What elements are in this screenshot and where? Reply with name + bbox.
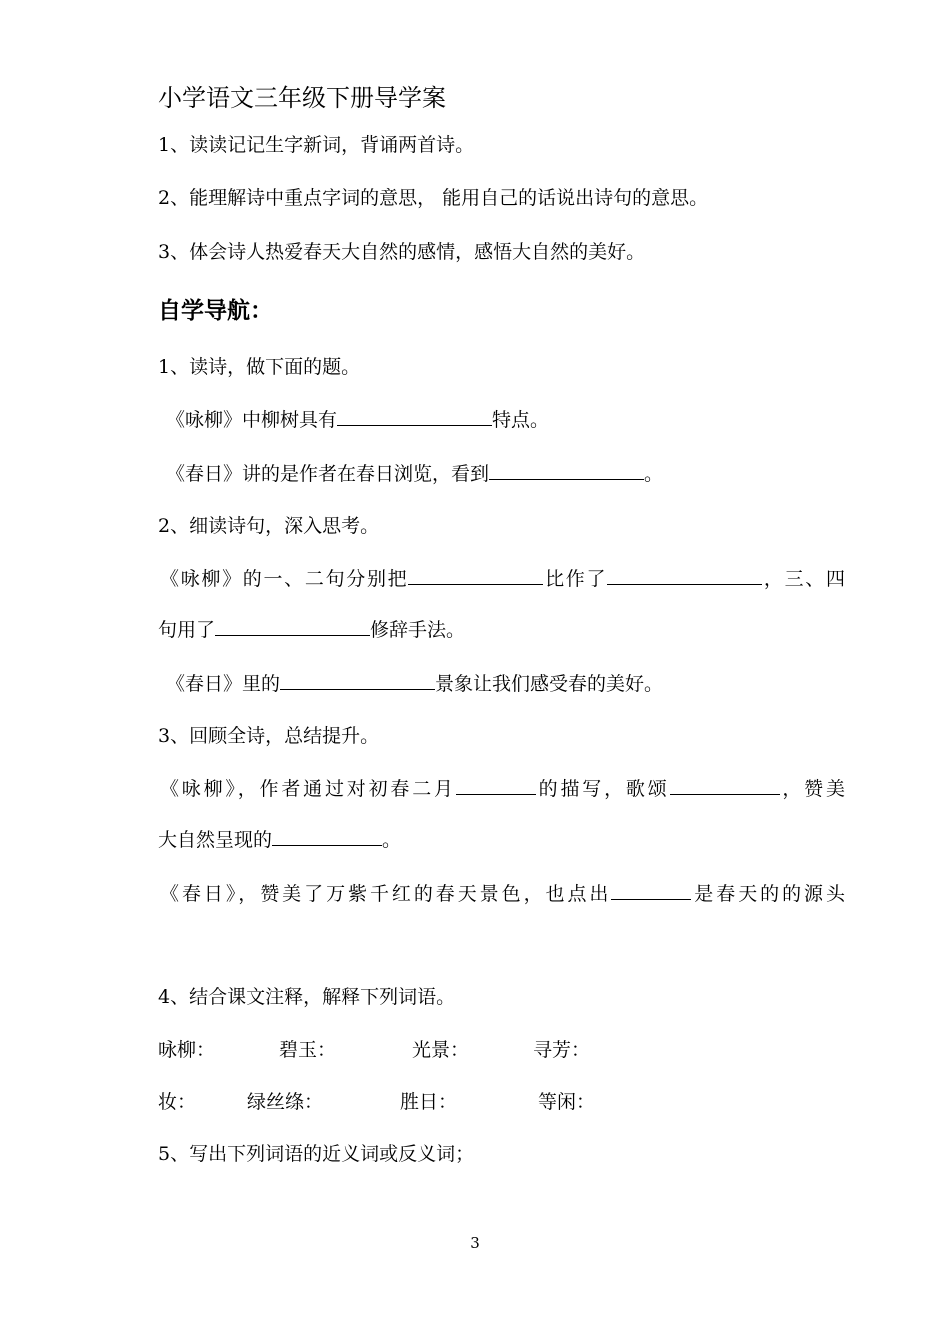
answer-blank[interactable]	[611, 880, 691, 900]
term-lvsitao: 绿丝绦：	[247, 1091, 324, 1113]
task2-q2-text-before: 《春日》里的	[166, 673, 281, 695]
task3-q1-part1: 《咏柳》，作者通过对初春二月	[160, 778, 456, 800]
term-xunfang: 寻芳：	[533, 1039, 591, 1061]
answer-blank[interactable]	[456, 775, 536, 795]
task3-q1-part2: 的描写，歌颂	[535, 778, 670, 800]
section-heading: 自学导航：	[158, 298, 273, 324]
answer-blank[interactable]	[280, 670, 435, 690]
objective-1: 1、读读记记生字新词，背诵两首诗。	[158, 134, 475, 156]
task1-q2-text-after: 。	[644, 463, 664, 485]
task3-question-1-line-1	[160, 775, 845, 803]
task2-q1-part5: 修辞手法。	[370, 619, 466, 641]
task3-heading: 3、回顾全诗，总结提升。	[158, 725, 380, 747]
answer-blank[interactable]	[272, 826, 382, 846]
answer-blank[interactable]	[337, 406, 492, 426]
term-yongliu: 咏柳：	[158, 1039, 216, 1061]
task3-q1-part5: 。	[382, 829, 402, 851]
task2-q1-part2: 比作了	[543, 568, 608, 590]
task1-q1-text-before: 《咏柳》中柳树具有	[166, 409, 338, 431]
term-guangjing: 光景：	[412, 1039, 470, 1061]
task5-heading: 5、写出下列词语的近义词或反义词；	[158, 1143, 475, 1165]
task1-q1-text-after: 特点。	[492, 409, 550, 431]
task2-question-1-line-1	[160, 565, 845, 593]
task2-q1-part1: 《咏柳》的一、二句分别把	[160, 568, 409, 590]
answer-blank[interactable]	[489, 460, 644, 480]
answer-blank[interactable]	[408, 565, 543, 585]
page-number: 3	[470, 1234, 480, 1252]
task1-question-1	[166, 406, 845, 434]
task2-q1-part3: ，三、四	[762, 568, 845, 590]
task2-heading: 2、细读诗句，深入思考。	[158, 515, 380, 537]
term-shengri: 胜日：	[400, 1091, 458, 1113]
term-dengxian: 等闲：	[538, 1091, 596, 1113]
task1-heading: 1、读诗，做下面的题。	[158, 356, 361, 378]
objective-3: 3、体会诗人热爱春天大自然的感情，感悟大自然的美好。	[158, 241, 646, 263]
task3-q2-text-before: 《春日》，赞美了万紫千红的春天景色，也点出	[160, 883, 612, 905]
term-biyu: 碧玉：	[279, 1039, 337, 1061]
task3-q1-part4: 大自然呈现的	[158, 829, 273, 851]
task3-q2-text-after: 是春天的的源头	[691, 883, 845, 905]
task1-q2-text-before: 《春日》讲的是作者在春日浏览，看到	[166, 463, 490, 485]
answer-blank[interactable]	[607, 565, 762, 585]
task3-q1-part3: ，赞美	[779, 778, 845, 800]
task3-question-1-line-2	[158, 826, 845, 854]
task2-q2-text-after: 景象让我们感受春的美好。	[435, 673, 664, 695]
document-title: 小学语文三年级下册导学案	[158, 84, 446, 112]
answer-blank[interactable]	[215, 616, 370, 636]
task4-heading: 4、结合课文注释，解释下列词语。	[158, 986, 456, 1008]
task2-question-1-line-2	[158, 616, 845, 644]
objective-2: 2、能理解诗中重点字词的意思， 能用自己的话说出诗句的意思。	[158, 187, 709, 209]
task2-q1-part4: 句用了	[158, 619, 216, 641]
task1-question-2	[166, 460, 845, 488]
answer-blank[interactable]	[670, 775, 780, 795]
task3-question-2	[160, 880, 845, 908]
term-zhuang: 妆：	[158, 1091, 197, 1113]
task2-question-2	[166, 670, 845, 698]
